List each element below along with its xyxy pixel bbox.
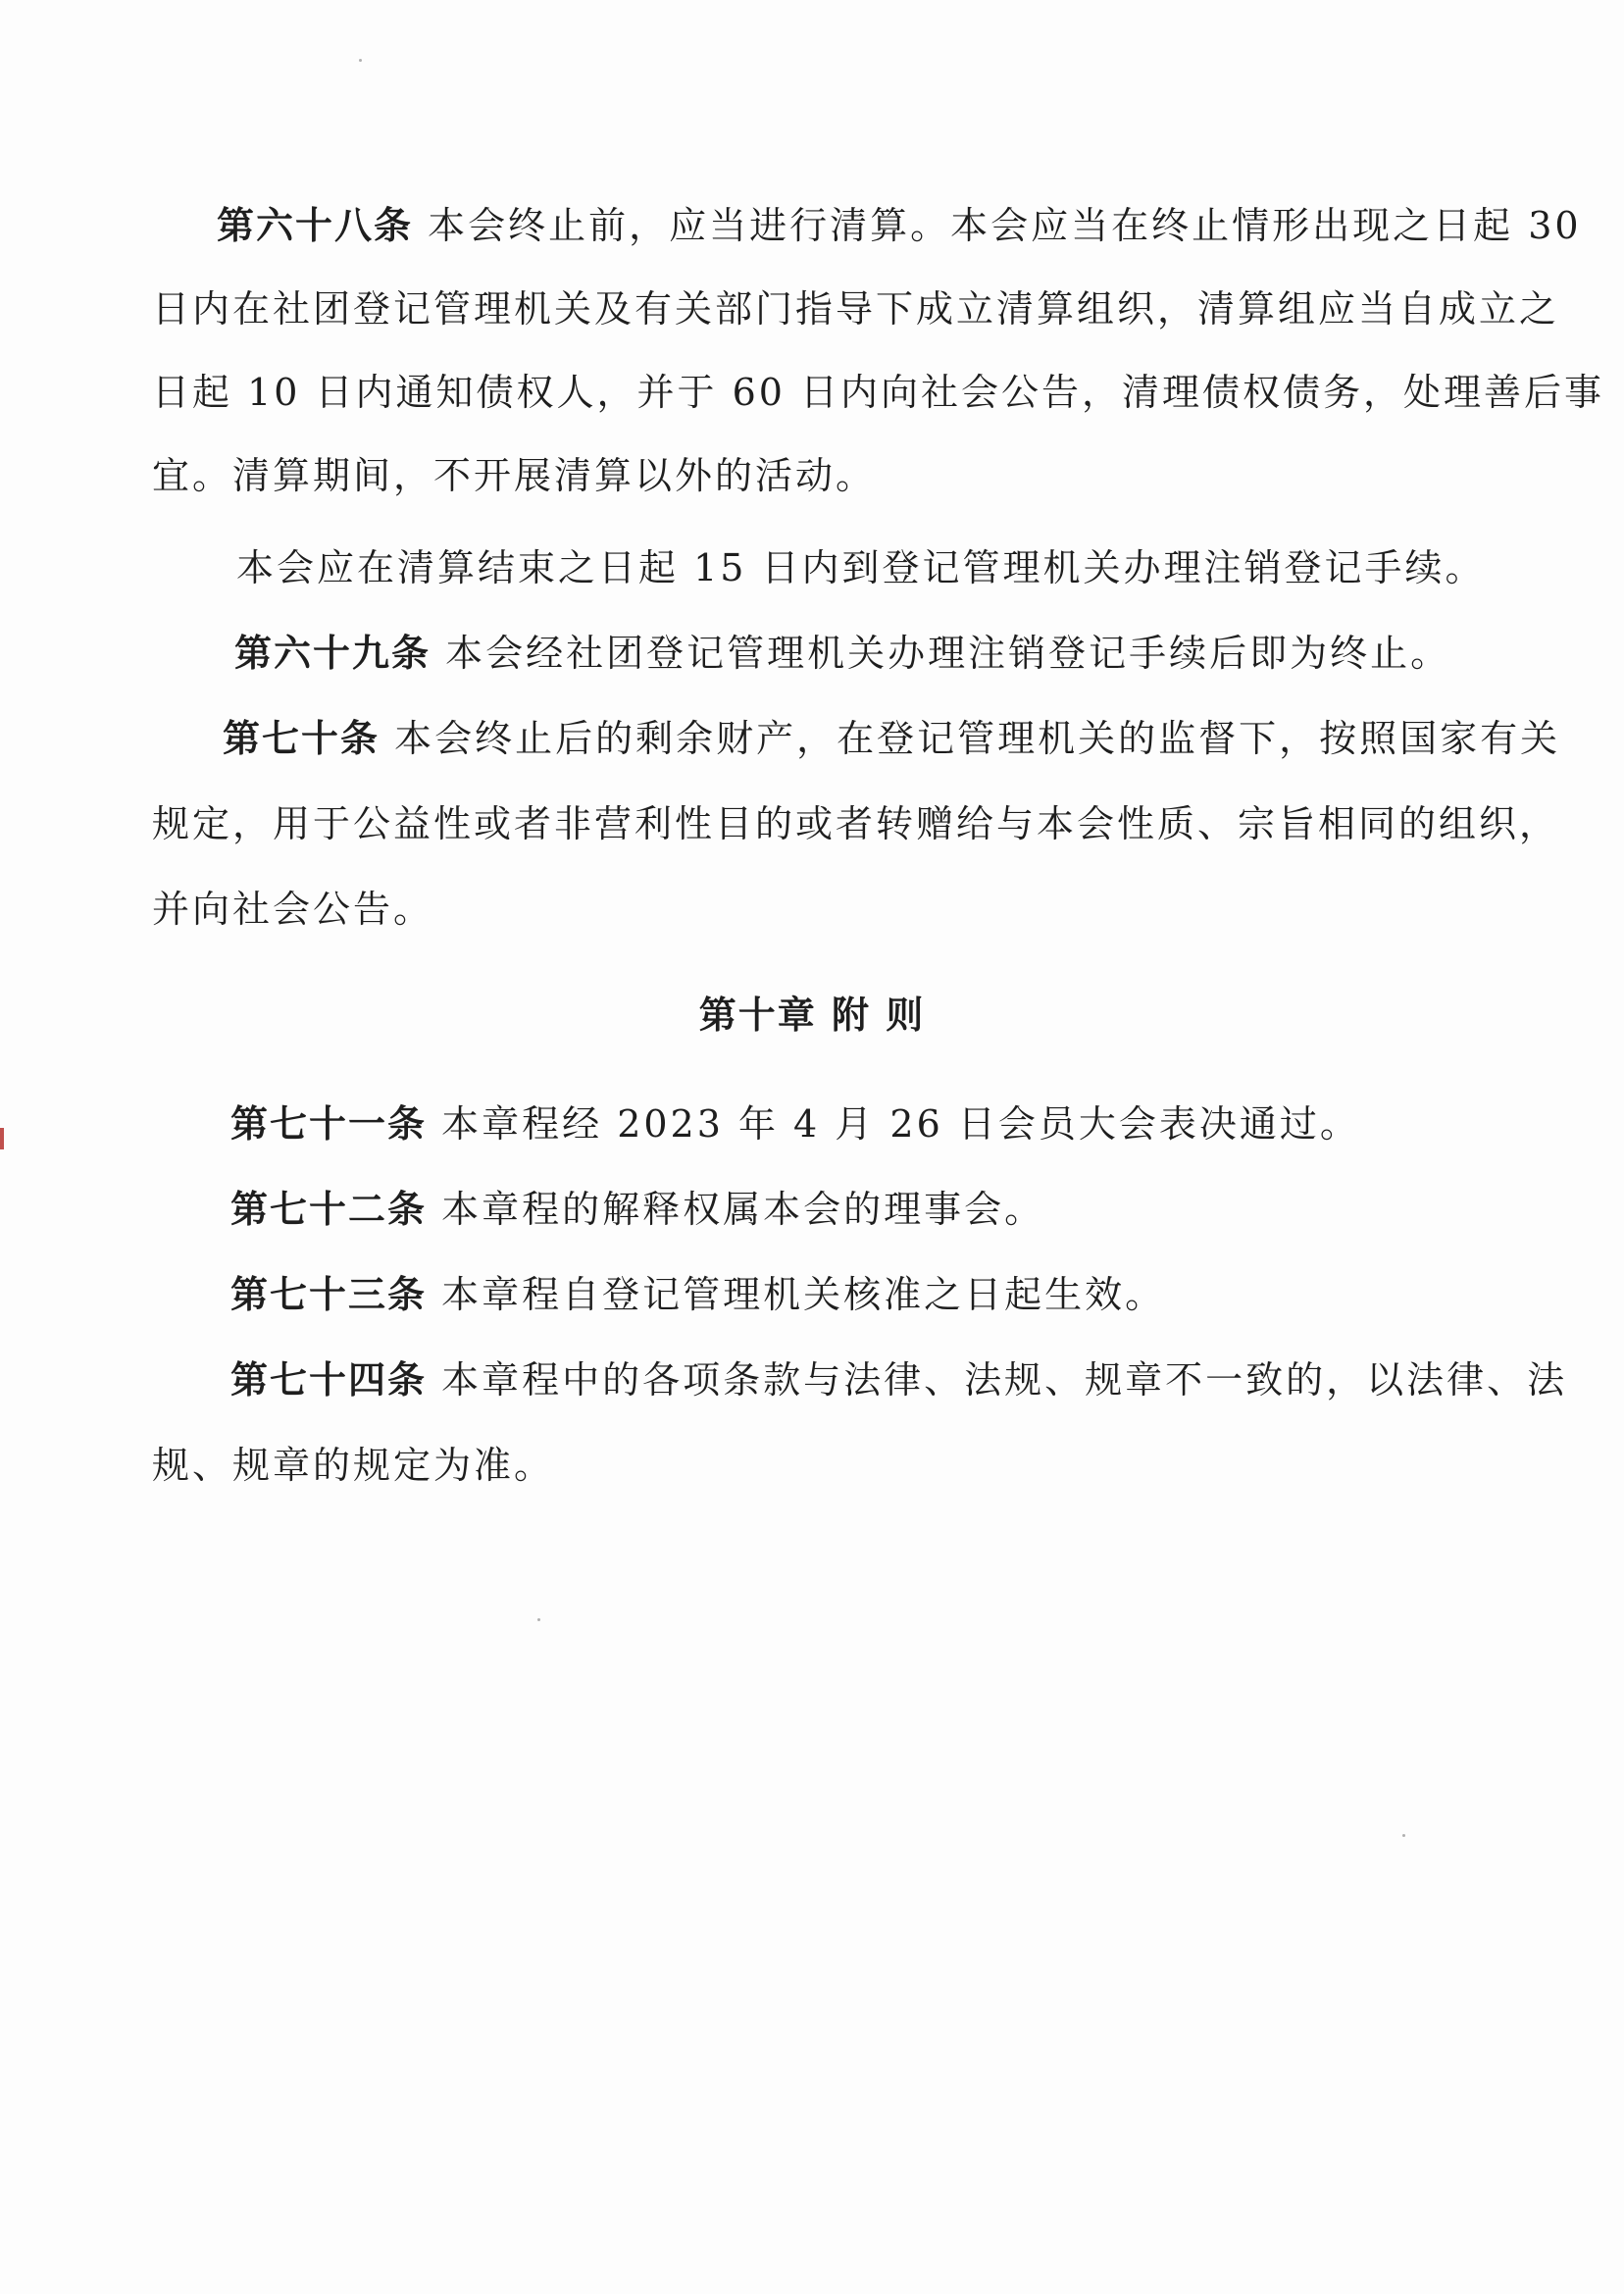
article-69 [234,624,1450,683]
article-68-paragraph-2 [236,538,1486,597]
chapter-10-title: 第十章 附 则 [698,994,926,1037]
article-68-text: 本会应在清算结束之日起 15 日内到登记管理机关办理注销登记手续。 [236,546,1486,589]
article-71-text: 本章程经 2023 年 4 月 26 日会员大会表决通过。 [441,1102,1360,1146]
article-68-line-4 [152,446,876,505]
article-69-text: 本会经社团登记管理机关办理注销登记手续后即为终止。 [445,632,1451,675]
article-74-line-1 [230,1351,1567,1409]
article-70-label: 第七十条 [223,717,381,760]
article-70-line-2 [152,794,1559,853]
article-70-text: 并向社会公告。 [152,888,434,931]
article-70-line-1 [223,709,1560,768]
scan-edge-mark [0,1128,4,1149]
article-74-text: 规、规章的规定为准。 [152,1444,555,1487]
article-68-text: 宜。清算期间，不开展清算以外的活动。 [152,454,877,497]
article-72-label: 第七十二条 [230,1188,428,1231]
article-68-line-1 [217,196,1582,255]
article-72-text: 本章程的解释权属本会的理事会。 [441,1188,1045,1231]
article-69-label: 第六十九条 [234,632,431,675]
scan-speck [1402,1834,1405,1837]
scan-speck [359,59,362,62]
article-70-text: 规定，用于公益性或者非营利性目的或者转赠给与本会性质、宗旨相同的组织， [152,802,1560,845]
article-74-text: 本章程中的各项条款与法律、法规、规章不一致的，以法律、法 [441,1358,1568,1402]
article-74-line-2 [152,1436,554,1495]
article-68-line-2 [152,280,1559,338]
article-72 [230,1180,1044,1239]
article-68-label: 第六十八条 [217,204,414,247]
article-68-text: 日起 10 日内通知债权人，并于 60 日内向社会公告，清理债权债务，处理善后事 [152,371,1605,414]
article-71 [230,1095,1360,1153]
article-70-text: 本会终止后的剩余财产，在登记管理机关的监督下，按照国家有关 [394,717,1561,760]
article-74-label: 第七十四条 [230,1358,428,1402]
article-73-label: 第七十三条 [230,1273,428,1316]
article-73-text: 本章程自登记管理机关核准之日起生效。 [441,1273,1166,1316]
article-68-line-3 [152,363,1604,422]
article-71-label: 第七十一条 [230,1102,428,1146]
scan-speck [537,1618,540,1621]
article-68-text: 日内在社团登记管理机关及有关部门指导下成立清算组织，清算组应当自成立之 [152,287,1560,331]
article-70-line-3 [152,880,433,939]
article-73 [230,1265,1165,1324]
article-68-text: 本会终止前，应当进行清算。本会应当在终止情形出现之日起 30 [428,204,1582,247]
